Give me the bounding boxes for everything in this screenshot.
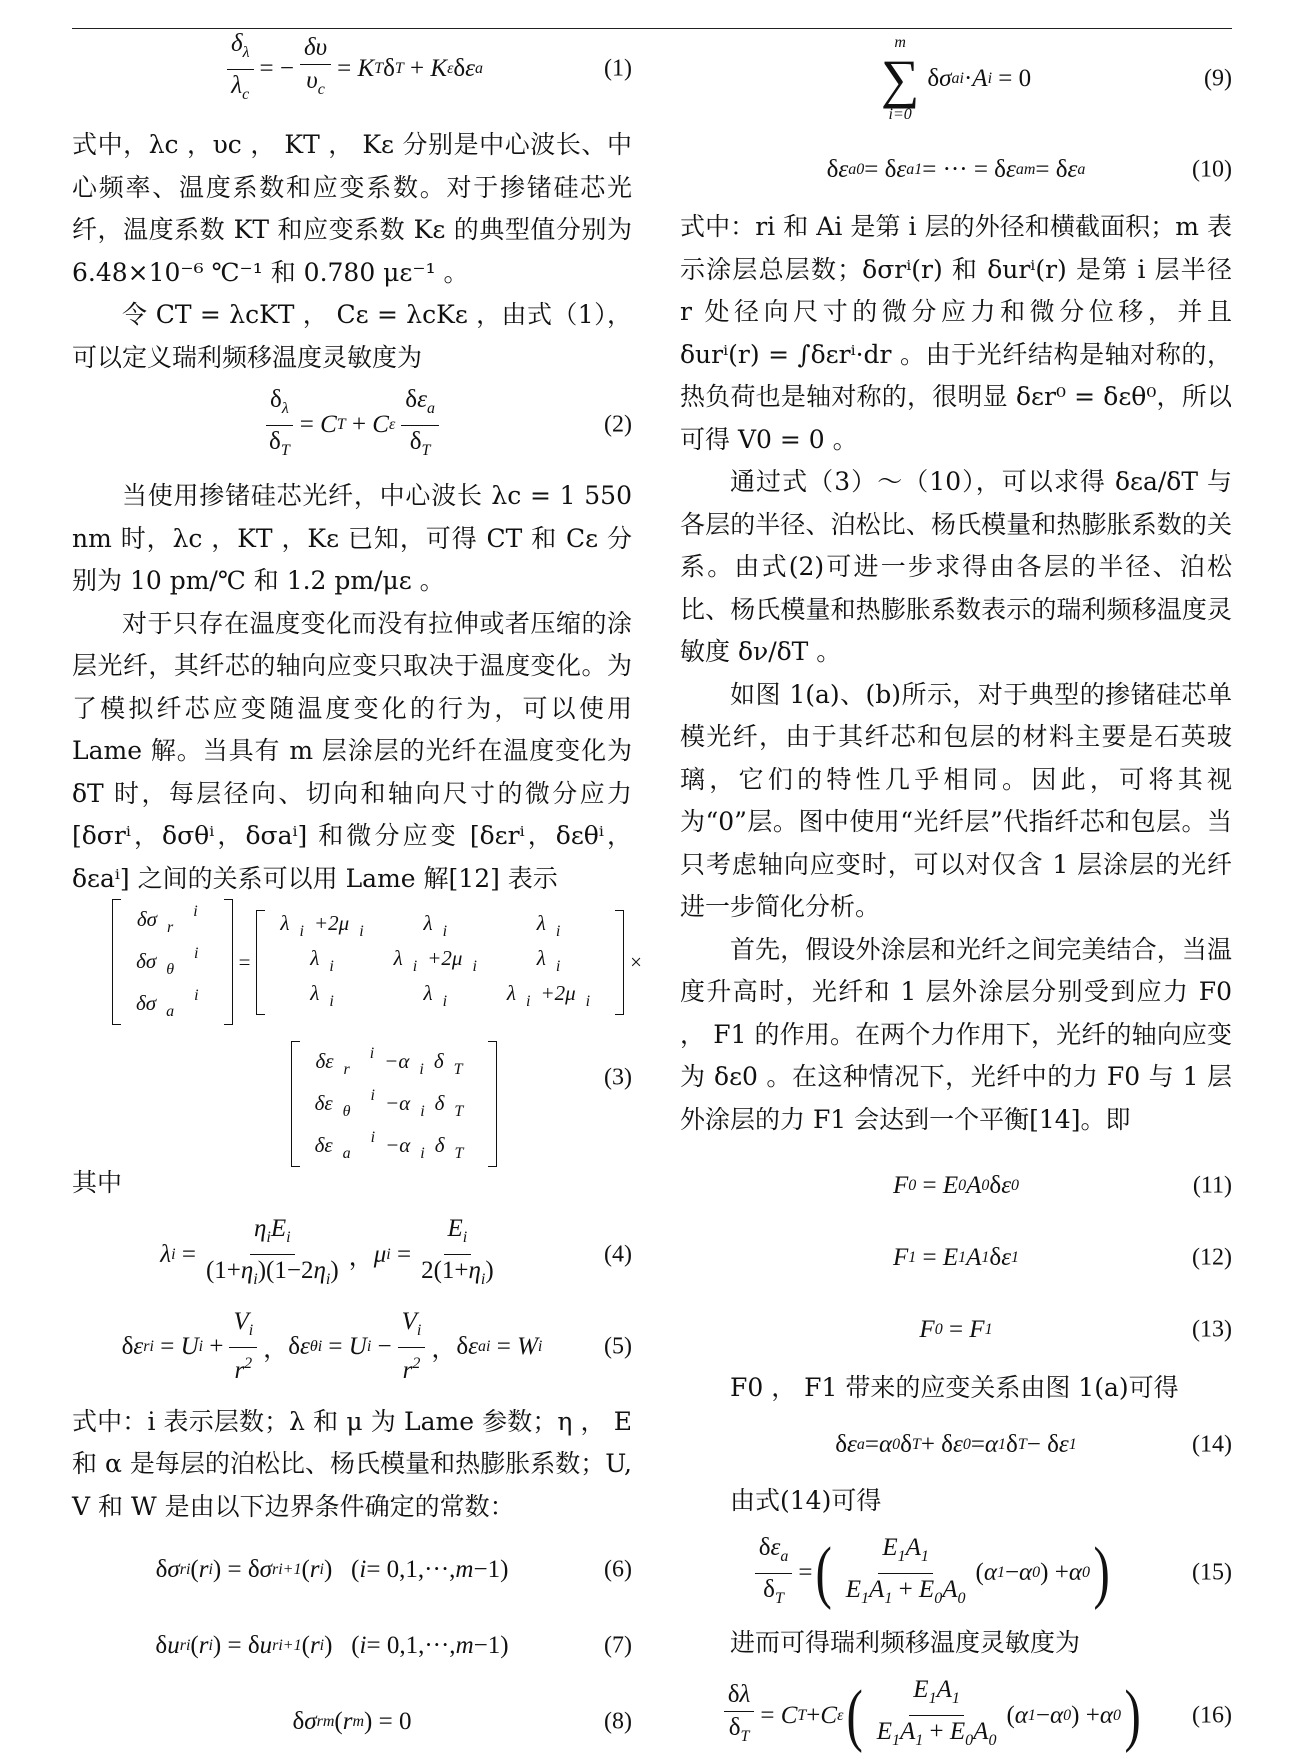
equation-number: (1) <box>604 55 632 82</box>
paragraph: 式中：ri 和 Ai 是第 i 层的外径和横截面积；m 表示涂层总层数；δσrⁱ(r) 和 δurⁱ(r) 是第 i 层半径 r 处径向尺寸的微分应力和微分位移，并且 δurⁱ(r) = ∫δεrⁱ·dr 。由于光纤结构是轴对称的，热负荷也是轴对称的，很明显 δεr⁰ = δεθ⁰，所以可得 V0 = 0 。 <box>680 212 1232 454</box>
equation-number: (9) <box>1204 65 1232 92</box>
equation-14: δ ε a = α 0 δ T + δ ε 0 = α 1 δ T − δ ε 1 (14) <box>835 1430 1232 1458</box>
equation-number: (14) <box>1192 1431 1232 1457</box>
paragraph: 当使用掺锗硅芯光纤，中心波长 λc = 1 550 nm 时，λc ，KT ，Kε 已知，可得 CT 和 Cε 分别为 10 pm/℃ 和 1.2 pm/με 。 <box>72 481 632 595</box>
equation-number: (8) <box>604 1708 632 1735</box>
equation-number: (3) <box>604 1064 632 1091</box>
equation-2: $\frac{\delta_\lambda}{\delta_T}$ = C T + C ε $\frac{\delta\varepsilon_a}{\delta_T}$ (2) <box>72 385 632 465</box>
paragraph: 其中 <box>72 1168 123 1197</box>
equation-16: $\frac{\delta\lambda}{\delta_T}$ = C T + C ε ( $\frac{E_1A_1}{E_1A_1 + E_0A_0}$ ( α 1 − α 0 ) + α 0 ) (16) <box>680 1671 1232 1761</box>
equation-number: (10) <box>1192 156 1232 183</box>
left-column <box>72 29 642 1754</box>
equation-number: (5) <box>604 1333 632 1359</box>
equation-number: (16) <box>1192 1702 1232 1728</box>
paragraph: 由式(14)可得 <box>730 1485 882 1515</box>
equation-number: (12) <box>1192 1244 1232 1271</box>
paragraph: 式中，λc ，υc ， KT ， Kε 分别是中心波长、中心频率、温度系数和应变系数。对于掺锗硅芯光纤，温度系数 KT 和应变系数 Kε 的典型值分别为 6.48×10⁻⁶ ℃⁻¹ 和 0.780 με⁻¹ 。 <box>72 130 632 287</box>
equation-5: δ ε r i = U i + $\frac{V_i}{r^2}$ ， δ ε θ i = U i − $\frac{V_i}{r^2}$ ， δ ε a i = W i (5) <box>121 1308 632 1384</box>
equation-11: F 0 = E 0 A 0 δ ε 0 (11) <box>892 1172 1232 1199</box>
equation-7: δ u r i ( r i ) = δ u r i+1 ( r i ) ( i = 0,1,···, m −1) (7) <box>155 1632 632 1659</box>
paragraph: 式中：i 表示层数；λ 和 μ 为 Lame 参数；η ， E 和 α 是每层的泊松比、杨氏模量和热膨胀系数；U, V 和 W 是由以下边界条件确定的常数： <box>72 1406 632 1521</box>
equation-number: (15) <box>1192 1559 1232 1586</box>
equation-4: λ i = $\frac{\eta_iE_i}{(1+\eta_i)(1-2\eta_i)}$ ， μ i = $\frac{E_i}{2(1+\eta_i)}$ (4) <box>160 1215 632 1288</box>
equation-number: (4) <box>604 1241 632 1267</box>
equation-6: δ σ r i ( r i ) = δ σ r i+1 ( r i ) ( i = 0,1,···, m −1) (6) <box>155 1556 632 1583</box>
paragraph: 首先，假设外涂层和光纤之间完美结合，当温度升高时，光纤和 1 层外涂层分别受到应力 F0 ， F1 的作用。在两个力作用下，光纤的轴向应变为 δε0 。在这种情况下，光纤中的力 F0 与 1 层外涂层的力 F1 会达到一个平衡[14]。即 <box>680 934 1232 1134</box>
equation-13: F 0 = F 1 (13) <box>919 1316 1232 1343</box>
equation-number: (13) <box>1192 1316 1232 1343</box>
paragraph: 令 CT = λcKT ， Cε = λcKε ，由式（1），可以定义瑞利频移温度灵敏度为 <box>72 300 632 372</box>
paragraph: 通过式（3）～（10），可以求得 δεa/δT 与各层的半径、泊松比、杨氏模量和热膨胀系数的关系。由式(2)可进一步求得由各层的半径、泊松比、杨氏模量和热膨胀系数表示的瑞利频移温度灵敏度 δν/δT 。 <box>680 467 1232 666</box>
paragraph: 如图 1(a)、(b)所示，对于典型的掺锗硅芯单模光纤，由于其纤芯和包层的材料主要是石英玻璃，它们的特性几乎相同。因此，可将其视为“0”层。图中使用“光纤层”代指纤芯和包层。当只考虑轴向应变时，可以对仅含 1 层涂层的光纤进一步简化分析。 <box>680 679 1232 921</box>
paragraph: 进而可得瑞利频移温度灵敏度为 <box>730 1628 1081 1657</box>
equation-15: $\frac{\delta\varepsilon_a}{\delta_T}$ = ( $\frac{E_1A_1}{E_1A_1 + E_0A_0}$ ( α 1 − α 0 ) + α 0 ) (15) <box>680 1528 1232 1618</box>
equation-12: F 1 = E 1 A 1 δ ε 1 (12) <box>892 1244 1232 1271</box>
equation-10: δ ε a 0 = δ ε a 1 = ··· = δ ε a m = δ ε a (10) <box>826 156 1232 183</box>
paragraph: F0 ， F1 带来的应变关系由图 1(a)可得 <box>730 1373 1179 1402</box>
right-column <box>680 36 1232 1761</box>
equation-8: δ σ r m ( r m ) = 0 (8) <box>292 1708 632 1735</box>
paragraph: 对于只存在温度变化而没有拉伸或者压缩的涂层光纤，其纤芯的轴向应变只取决于温度变化。为了模拟纤芯应变随温度变化的行为，可以使用 Lame 解。当具有 m 层涂层的光纤在温度变化为 δT 时，每层径向、切向和轴向尺寸的微分应力 [δσrⁱ，δσθⁱ，δσaⁱ] 和微分应变 [δεrⁱ，δεθⁱ，δεaⁱ] 之间的关系可以用 Lame 解[12] 表示 <box>72 608 632 893</box>
equation-9: m ∑ i=0 δ σ a i · A i = 0 (9) <box>880 34 1232 123</box>
equation-1: $\frac{\delta_\lambda}{\lambda_c}$ = − $\frac{\delta\upsilon}{\upsilon_c}$ = K T δ T + K ε δ ε a (1) <box>72 36 632 102</box>
equation-number: (7) <box>604 1632 632 1659</box>
equation-number: (2) <box>604 411 632 438</box>
equation-3: δσ $_r^i$ δσ $_\theta^i$ δσ $_a^i$ = λ $_i$ +2μ $_i$ λ $_i$ λ $_i$ λ $_i$ λ $_i$ +2μ $_i$ λ $_i$ λ $_i$ λ $_i$ λ $_i$ +2μ $_i$ × δε $_r^i$ −α $_i$ δ $_T$ δε $_\theta^i$ −α $_i$ δ $_T$ δε $_a^i$ −α $_i$ δ $_T$ (3) <box>72 908 632 1158</box>
equation-number: (11) <box>1192 1172 1232 1199</box>
equation-number: (6) <box>604 1556 632 1583</box>
